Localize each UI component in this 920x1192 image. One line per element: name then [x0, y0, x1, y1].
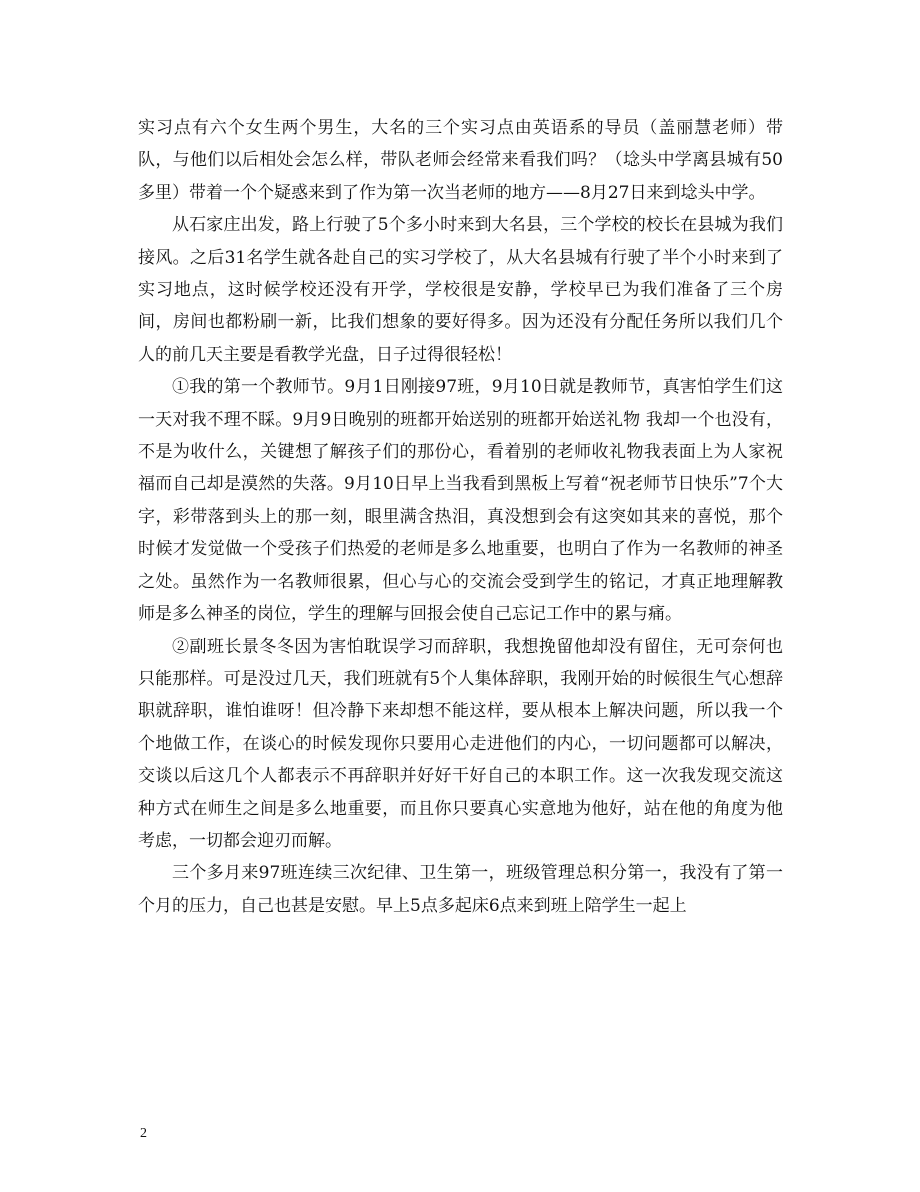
body-text — [138, 112, 783, 922]
paragraph-1: 实习点有六个女生两个男生，大名的三个实习点由英语系的导员（盖丽慧老师）带队，与他们以后相处会怎么样，带队老师会经常来看我们吗？（埝头中学离县城有50多里）带着一个个疑惑来到了作为第一次当老师的地方——8月27日来到埝头中学。 — [138, 118, 783, 203]
paragraph-5: 三个多月来97班连续三次纪律、卫生第一，班级管理总积分第一，我没有了第一个月的压力，自己也甚是安慰。早上5点多起床6点来到班上陪学生一起上 — [138, 863, 783, 916]
page-number: 2 — [140, 1126, 147, 1141]
paragraph-3: ①我的第一个教师节。9月1日刚接97班，9月10日就是教师节，真害怕学生们这一天对我不理不睬。9月9日晚别的班都开始送别的班都开始送礼物 我却一个也没有，不是为收什么，关键想了解孩子们的那份心，看着别的老师收礼物我表面上为人家祝福而自己却是漠然的失落。9月10日早上当我看到黑板上写着“祝老师节日快乐”7个大字，彩带落到头上的那一刻，眼里满含热泪，真没想到会有这突如其来的喜悦，那个时候才发觉做一个受孩子们热爱的老师是多么地重要，也明白了作为一名教师的神圣之处。虽然作为一名教师很累，但心与心的交流会受到学生的铭记，才真正地理解教师是多么神圣的岗位，学生的理解与回报会使自己忘记工作中的累与痛。 — [138, 377, 783, 625]
paragraph-4: ②副班长景冬冬因为害怕耽误学习而辞职，我想挽留他却没有留住，无可奈何也只能那样。可是没过几天，我们班就有5个人集体辞职，我刚开始的时候很生气心想辞职就辞职，谁怕谁呀！但冷静下来却想不能这样，要从根本上解决问题，所以我一个个地做工作，在谈心的时候发现你只要用心走进他们的内心，一切问题都可以解决，交谈以后这几个人都表示不再辞职并好好干好自己的本职工作。这一次我发现交流这种方式在师生之间是多么地重要，而且你只要真心实意地为他好，站在他的角度为他考虑，一切都会迎刃而解。 — [138, 636, 783, 851]
paragraph-2: 从石家庄出发，路上行驶了5个多小时来到大名县，三个学校的校长在县城为我们接风。之后31名学生就各赴自己的实习学校了，从大名县城有行驶了半个小时来到了实习地点，这时候学校还没有开学，学校很是安静，学校早已为我们准备了三个房间，房间也都粉刷一新，比我们想象的要好得多。因为还没有分配任务所以我们几个人的前几天主要是看教学光盘，日子过得很轻松！ — [138, 215, 783, 365]
